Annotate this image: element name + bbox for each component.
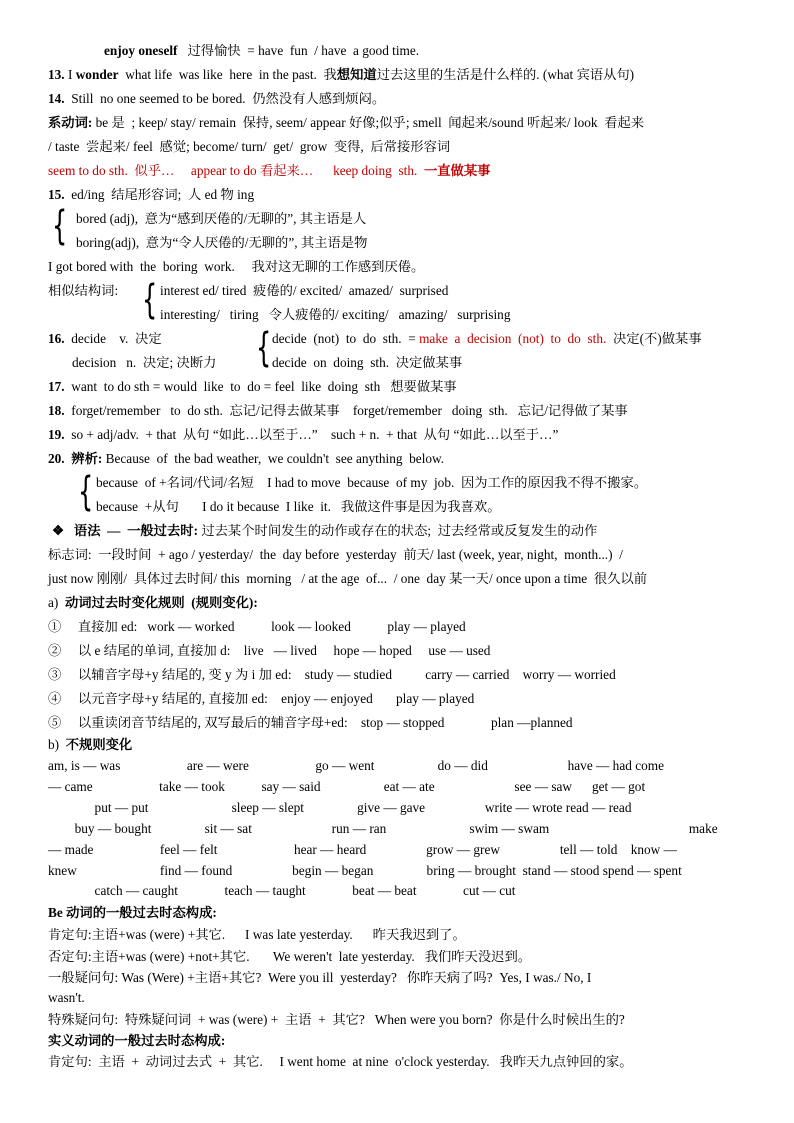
line-text: bored (adj), 意为“感到厌倦的/无聊的”, 其主语是人: [76, 211, 367, 226]
line-text: I: [64, 67, 76, 82]
line-text: 一般疑问句: Was (Were) +主语+其它? Were you ill yesterday? 你昨天病了吗? Yes, I was./ No, I: [48, 970, 592, 985]
line-text: am, is — was are — were go — went do — did have — had come: [48, 758, 664, 773]
item-number: 19.: [48, 427, 65, 442]
item-number: 13.: [48, 67, 65, 82]
rule-1: [48, 618, 466, 636]
because-of-line: [96, 474, 647, 492]
because-clause-line: [96, 498, 501, 516]
line-text: interesting/ tiring 令人疲倦的/ exciting/ amazing/ surprising: [160, 307, 511, 322]
rule-4: [48, 690, 474, 708]
item-18: [48, 402, 628, 420]
regular-rules-heading: [48, 594, 258, 612]
line-text: just now 刚刚/ 具体过去时间/ this morning / at the age of... / one day 某一天/ once upon a time 很久以前: [48, 571, 648, 586]
notional-affirmative: [48, 1053, 633, 1071]
be-special-question: [48, 1011, 625, 1029]
line-text: — made feel — felt hear — heard grow — grew tell — told know —: [48, 842, 677, 857]
red-phrase: make a decision (not) to do sth.: [419, 331, 607, 346]
line-text: I got bored with the boring work. 我对这无聊的工作感到厌倦。: [48, 259, 425, 274]
line-text: be 是 ; keep/ stay/ remain 保持, seem/ appear 好像;似乎; smell 闻起来/sound 听起来/ look 看起来: [92, 115, 645, 130]
item-number: 18.: [48, 403, 65, 418]
item-number: 14.: [48, 91, 65, 106]
line-enjoy-oneself: [104, 42, 419, 60]
line-text: ② 以 e 结尾的单词, 直接加 d: live — lived hope — hoped use — used: [48, 643, 491, 658]
irregular-row: [48, 757, 664, 775]
line-text: ⑤ 以重读闭音节结尾的, 双写最后的辅音字母+ed: stop — stopped plan —planned: [48, 715, 573, 730]
item-17: [48, 378, 457, 396]
section-label: 系动词:: [48, 115, 93, 130]
irregular-row: [48, 862, 682, 880]
line-text: 肯定句:主语+was (were) +其它. I was late yesterday. 昨天我迟到了。: [48, 927, 466, 942]
line-text: 过得愉快 = have fun / have a good time.: [177, 43, 420, 58]
item-number: 16.: [48, 331, 65, 346]
item-19: [48, 426, 558, 444]
line-text: — came take — took say — said eat — ate see — saw get — got: [48, 779, 646, 794]
line-text: 标志词: 一段时间 + ago / yesterday/ the day before yesterday 前天/ last (week, year, night, month...) /: [48, 547, 623, 562]
line-text: because of +名词/代词/名短 I had to move because of my job. 因为工作的原因我不得不搬家。: [96, 475, 648, 490]
spacer: [64, 523, 74, 538]
line-text: ③ 以辅音字母+y 结尾的, 变 y 为 i 加 ed: study — studied carry — carried worry — worried: [48, 667, 616, 682]
item-20: [48, 450, 444, 468]
line-text: interest ed/ tired 疲倦的/ excited/ amazed/ surprised: [160, 283, 449, 298]
bold-term: 动词过去时变化规则 (规则变化):: [64, 595, 258, 610]
be-general-question: [48, 969, 591, 987]
line-text: 肯定句: 主语 + 动词过去式 + 其它. I went home at nine o'clock yesterday. 我昨天九点钟回的家。: [48, 1054, 633, 1069]
line-text: forget/remember to do sth. 忘记/记得去做某事 forget/remember doing sth. 忘记/记得做了某事: [64, 403, 628, 418]
item-number: 15.: [48, 187, 65, 202]
line-text: wasn't.: [48, 990, 85, 1005]
item-15: [48, 186, 254, 204]
bold-term: wonder: [75, 67, 119, 82]
line-text: decide v. 决定: [64, 331, 162, 346]
irregular-row: [48, 820, 718, 838]
decision-line: [72, 354, 216, 372]
phrase-term: enjoy oneself: [104, 43, 178, 58]
decide-not-line: [272, 330, 702, 348]
irregular-heading: [48, 736, 132, 754]
signal-words-line-2: [48, 570, 647, 588]
line-text: seem to do sth. 似乎… appear to do 看起来… keep doing sth.: [48, 163, 424, 178]
boring-line: [76, 234, 367, 252]
left-brace-icon: {: [78, 469, 94, 515]
signal-words-line: [48, 546, 623, 564]
line-text: put — put sleep — slept give — gave write — wrote read — read: [48, 800, 632, 815]
linking-verbs-line: [48, 114, 644, 132]
line-text: Still no one seemed to be bored. 仍然没有人感到烦闷。: [64, 91, 386, 106]
line-text: what life was like here in the past. 我: [118, 67, 337, 82]
line-text: ed/ing 结尾形容词; 人 ed 物 ing: [64, 187, 255, 202]
be-affirmative: [48, 926, 466, 944]
irregular-row: [48, 778, 645, 796]
notional-verb-heading: [48, 1032, 225, 1050]
rule-2: [48, 642, 490, 660]
line-text: decide (not) to do sth. =: [272, 331, 420, 346]
irregular-row: [48, 882, 516, 900]
line-text: ④ 以元音字母+y 结尾的, 直接加 ed: enjoy — enjoyed play — played: [48, 691, 475, 706]
item-number: 17.: [48, 379, 65, 394]
line-text: a): [48, 595, 65, 610]
line-text: Be 动词的一般过去时态构成:: [48, 905, 217, 920]
line-text: because +从句 I do it because I like it. 我做这件事是因为我喜欢。: [96, 499, 501, 514]
line-text: decide on doing sth. 决定做某事: [272, 355, 463, 370]
line-text: 相似结构词:: [48, 283, 119, 298]
item-number: 20.: [48, 451, 65, 466]
be-verb-heading: [48, 904, 217, 922]
red-phrases-line: [48, 162, 490, 180]
line-text: Because of the bad weather, we couldn't see anything below.: [102, 451, 445, 466]
item-14: [48, 90, 385, 108]
line-text: want to do sth = would like to do = feel like doing sth 想要做某事: [64, 379, 457, 394]
line-text: boring(adj), 意为“令人厌倦的/无聊的”, 其主语是物: [76, 235, 368, 250]
rule-5: [48, 714, 573, 732]
line-text: / taste 尝起来/ feel 感觉; become/ turn/ get/ grow 变得, 后常接形容词: [48, 139, 451, 154]
grammar-heading: [52, 522, 597, 540]
line-text: 过去这里的生活是什么样的. (what 宾语从句): [376, 67, 635, 82]
line-text: buy — bought sit — sat run — ran swim — swam make: [48, 821, 718, 836]
left-brace-icon: {: [256, 325, 272, 371]
bold-term: 不规则变化: [65, 737, 133, 752]
be-general-question-cont: [48, 989, 85, 1007]
line-text: 过去某个时间发生的动作或存在的状态; 过去经常或反复发生的动作: [198, 523, 598, 538]
bold-term: 想知道: [336, 67, 377, 82]
left-brace-icon: {: [142, 277, 158, 323]
irregular-row: [48, 841, 677, 859]
bold-term: 语法 — 一般过去时:: [73, 523, 199, 538]
rule-3: [48, 666, 616, 684]
line-text: catch — caught teach — taught beat — beat cut — cut: [48, 883, 516, 898]
similar-structure-label: [48, 282, 118, 300]
line-text: b): [48, 737, 66, 752]
linking-verbs-line-2: [48, 138, 450, 156]
bored-line: [76, 210, 366, 228]
line-text: so + adj/adv. + that 从句 “如此…以至于…” such + n. + that 从句 “如此…以至于…”: [64, 427, 559, 442]
line-text: knew find — found begin — began bring — brought stand — stood spend — spent: [48, 863, 682, 878]
decide-on-line: [272, 354, 462, 372]
item-16: [48, 330, 162, 348]
similar-ing-words: [160, 306, 510, 324]
line-text: 实义动词的一般过去时态构成:: [48, 1033, 226, 1048]
bold-term: 一直做某事: [423, 163, 491, 178]
line-text: 特殊疑问句: 特殊疑问词 + was (were) + 主语 + 其它? When were you born? 你是什么时候出生的?: [48, 1012, 625, 1027]
bold-term: 辨析:: [71, 451, 103, 466]
line-text: 否定句:主语+was (were) +not+其它. We weren't late yesterday. 我们昨天没迟到。: [48, 949, 532, 964]
irregular-row: [48, 799, 632, 817]
diamond-bullet-icon: ❖: [52, 523, 64, 538]
be-negative: [48, 948, 531, 966]
similar-ed-words: [160, 282, 448, 300]
line-text: 决定(不)做某事: [606, 331, 702, 346]
line-text: ① 直接加 ed: work — worked look — looked play — played: [48, 619, 466, 634]
line-text: decision n. 决定; 决断力: [72, 355, 217, 370]
item-13: [48, 66, 634, 84]
left-brace-icon: {: [52, 203, 68, 249]
example-bored: [48, 258, 424, 276]
